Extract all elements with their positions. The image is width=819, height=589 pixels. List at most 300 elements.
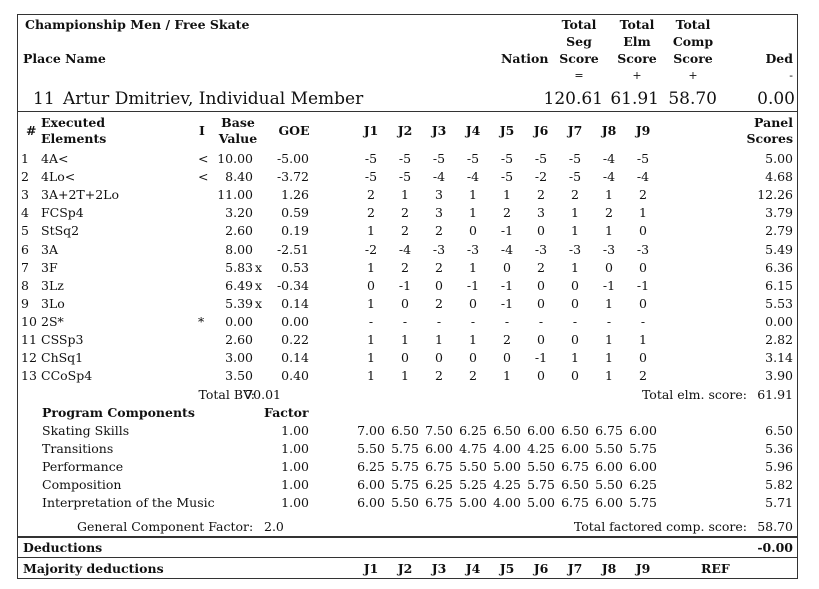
- component-judge-score: 6.50: [493, 423, 521, 438]
- majority-judge-8: J8: [601, 561, 617, 576]
- component-judge-score: 5.50: [527, 459, 555, 475]
- element-base-value: 3.20: [225, 205, 253, 221]
- element-judge-score: 2: [639, 368, 647, 384]
- element-name: 4Lo<: [41, 169, 76, 185]
- component-judge-score: 5.50: [595, 441, 623, 457]
- elem-hdr-goe: GOE: [278, 123, 310, 138]
- majority-judge-3: J3: [431, 561, 447, 576]
- col-comp-1: Total: [675, 17, 711, 32]
- judge-header-2: J2: [397, 123, 413, 138]
- element-judge-score: 1: [401, 368, 409, 384]
- element-goe: 0.14: [281, 295, 309, 311]
- element-judge-score: 0: [401, 295, 409, 311]
- element-judge-score: 0: [571, 277, 579, 293]
- tfc-value: 58.70: [757, 519, 793, 534]
- element-judge-score: 0: [639, 223, 647, 239]
- element-judge-score: -1: [500, 295, 514, 311]
- component-factor: 1.00: [281, 495, 309, 511]
- component-judge-score: 6.50: [561, 477, 589, 493]
- col-seg-3: Score: [559, 51, 599, 66]
- element-judge-score: 1: [571, 205, 579, 221]
- element-goe: 1.26: [281, 187, 309, 203]
- component-judge-score: 5.75: [629, 495, 657, 511]
- judge-header-3: J3: [431, 123, 447, 138]
- component-factor: 1.00: [281, 459, 309, 475]
- component-judge-score: 6.75: [561, 495, 589, 511]
- component-factor: 1.00: [281, 423, 309, 438]
- component-judge-score: 6.25: [357, 459, 385, 475]
- component-name: Skating Skills: [42, 423, 130, 438]
- total-elm-label: Total elm. score:: [641, 387, 747, 402]
- judge-header-7: J7: [567, 123, 583, 138]
- element-judge-score: -1: [466, 277, 480, 293]
- element-judge-score: 2: [435, 223, 443, 239]
- element-judge-score: 2: [401, 259, 409, 275]
- component-judge-score: 7.00: [357, 423, 385, 438]
- element-panel-score: 5.49: [765, 241, 793, 257]
- element-panel-score: 5.00: [765, 151, 793, 166]
- element-judge-score: -5: [500, 151, 514, 166]
- component-judge-score: 6.25: [629, 477, 657, 493]
- element-judge-score: 1: [571, 259, 579, 275]
- element-info: <: [198, 151, 209, 166]
- element-bv-marker: x: [255, 295, 263, 311]
- element-judge-score: 2: [435, 368, 443, 384]
- component-judge-score: 6.00: [595, 459, 623, 475]
- element-judge-score: -4: [602, 151, 616, 166]
- element-judge-score: 1: [367, 223, 375, 239]
- component-judge-score: 5.50: [357, 441, 385, 457]
- element-judge-score: 2: [367, 187, 375, 203]
- element-judge-score: -1: [534, 350, 548, 366]
- element-panel-score: 3.90: [765, 368, 793, 384]
- element-panel-score: 6.15: [765, 277, 793, 293]
- component-judge-score: 6.25: [459, 423, 487, 438]
- element-judge-score: 1: [571, 350, 579, 366]
- element-goe: 0.40: [281, 368, 309, 384]
- component-judge-score: 4.25: [493, 477, 521, 493]
- element-panel-score: 12.26: [757, 187, 793, 203]
- component-judge-score: 6.00: [561, 441, 589, 457]
- element-judge-score: 1: [367, 350, 375, 366]
- element-judge-score: -3: [636, 241, 650, 257]
- component-judge-score: 4.25: [527, 441, 555, 457]
- component-judge-score: 5.50: [391, 495, 419, 511]
- element-base-value: 2.60: [225, 332, 253, 347]
- deductions-box: [17, 536, 798, 558]
- element-judge-score: -: [470, 313, 476, 329]
- element-panel-score: 2.79: [765, 223, 793, 239]
- element-judge-score: -1: [500, 277, 514, 293]
- component-judge-score: 6.00: [527, 423, 555, 438]
- component-name: Composition: [42, 477, 122, 493]
- col-nation: Nation: [501, 51, 549, 66]
- element-number: 8: [21, 277, 29, 293]
- element-judge-score: 1: [367, 295, 375, 311]
- component-panel-score: 5.96: [765, 459, 793, 475]
- col-elm-2: Elm: [623, 34, 651, 49]
- elem-hdr-info: I: [199, 123, 205, 138]
- component-name: Transitions: [42, 441, 114, 457]
- col-place-name: Place Name: [23, 51, 106, 66]
- element-judge-score: 1: [605, 295, 613, 311]
- element-judge-score: 1: [435, 332, 443, 347]
- element-judge-score: -1: [500, 223, 514, 239]
- col-comp-2: Comp: [672, 34, 714, 49]
- element-number: 3: [21, 187, 29, 203]
- skater-comp-score: 58.70: [668, 89, 717, 109]
- element-judge-score: -3: [432, 241, 446, 257]
- element-judge-score: -: [402, 313, 408, 329]
- component-judge-score: 5.75: [391, 459, 419, 475]
- element-number: 10: [21, 313, 37, 329]
- deductions-value: -0.00: [757, 540, 793, 555]
- element-judge-score: 0: [469, 350, 477, 366]
- judge-header-4: J4: [465, 123, 481, 138]
- component-judge-score: 5.00: [493, 459, 521, 475]
- component-judge-score: 5.75: [629, 441, 657, 457]
- component-judge-score: 6.00: [425, 441, 453, 457]
- elem-hdr-bv-1: Base: [221, 115, 255, 130]
- elem-hdr-bv-2: Value: [218, 131, 258, 146]
- element-judge-score: 1: [401, 332, 409, 347]
- deductions-label: Deductions: [23, 540, 103, 555]
- element-judge-score: 0: [639, 259, 647, 275]
- element-goe: -5.00: [276, 151, 309, 166]
- col-comp-3: Score: [673, 51, 713, 66]
- element-number: 11: [21, 332, 37, 347]
- element-panel-score: 6.36: [765, 259, 793, 275]
- col-elm-1: Total: [619, 17, 655, 32]
- judge-header-5: J5: [499, 123, 515, 138]
- element-name: CCoSp4: [41, 368, 93, 384]
- component-judge-score: 6.75: [561, 459, 589, 475]
- element-judge-score: 0: [537, 295, 545, 311]
- element-judge-score: 1: [469, 259, 477, 275]
- element-name: 3F: [41, 259, 58, 275]
- element-name: 3Lz: [41, 277, 64, 293]
- element-judge-score: -4: [432, 169, 446, 185]
- element-judge-score: 0: [469, 223, 477, 239]
- component-judge-score: 6.50: [561, 423, 589, 438]
- element-judge-score: 0: [537, 332, 545, 347]
- component-judge-score: 6.75: [595, 423, 623, 438]
- element-judge-score: 0: [537, 368, 545, 384]
- component-panel-score: 5.82: [765, 477, 793, 493]
- element-judge-score: 3: [537, 205, 545, 221]
- component-judge-score: 6.00: [357, 495, 385, 511]
- element-judge-score: 0: [537, 223, 545, 239]
- total-elm: 61.91: [757, 387, 793, 402]
- element-judge-score: -: [368, 313, 374, 329]
- element-judge-score: -4: [398, 241, 412, 257]
- element-name: 3Lo: [41, 295, 65, 311]
- element-judge-score: -4: [466, 169, 480, 185]
- element-judge-score: 2: [503, 332, 511, 347]
- element-judge-score: 2: [401, 205, 409, 221]
- element-panel-score: 3.14: [765, 350, 793, 366]
- element-judge-score: -4: [636, 169, 650, 185]
- element-judge-score: -2: [534, 169, 548, 185]
- element-goe: 0.53: [281, 259, 309, 275]
- element-goe: -0.34: [276, 277, 309, 293]
- element-judge-score: -5: [398, 169, 412, 185]
- element-judge-score: 1: [605, 187, 613, 203]
- component-judge-score: 5.75: [391, 477, 419, 493]
- element-judge-score: 1: [503, 187, 511, 203]
- component-judge-score: 5.25: [459, 477, 487, 493]
- component-panel-score: 6.50: [765, 423, 793, 438]
- element-judge-score: 2: [435, 259, 443, 275]
- element-judge-score: 1: [469, 187, 477, 203]
- component-judge-score: 6.25: [425, 477, 453, 493]
- components-factor-hdr: Factor: [264, 405, 309, 420]
- majority-judge-4: J4: [465, 561, 481, 576]
- element-bv-marker: x: [255, 277, 263, 293]
- element-judge-score: 1: [639, 332, 647, 347]
- judge-header-9: J9: [635, 123, 651, 138]
- col-seg-2: Seg: [566, 34, 592, 49]
- total-bv-label: Total BV:: [198, 387, 255, 402]
- col-elm-sym: +: [632, 69, 642, 82]
- component-panel-score: 5.36: [765, 441, 793, 457]
- element-judge-score: 1: [367, 368, 375, 384]
- element-name: 2S*: [41, 313, 64, 329]
- element-goe: -3.72: [276, 169, 309, 185]
- majority-judge-6: J6: [533, 561, 549, 576]
- element-judge-score: -4: [500, 241, 514, 257]
- element-judge-score: -: [504, 313, 510, 329]
- col-seg-sym: =: [574, 69, 584, 82]
- element-base-value: 10.00: [217, 151, 253, 166]
- element-judge-score: -5: [432, 151, 446, 166]
- element-judge-score: 0: [639, 350, 647, 366]
- element-judge-score: 3: [435, 205, 443, 221]
- judge-header-6: J6: [533, 123, 549, 138]
- element-judge-score: 0: [503, 350, 511, 366]
- element-judge-score: -1: [398, 277, 412, 293]
- element-judge-score: -5: [364, 169, 378, 185]
- element-number: 7: [21, 259, 29, 275]
- element-number: 2: [21, 169, 29, 185]
- skater-ded: 0.00: [757, 89, 795, 109]
- element-goe: 0.22: [281, 332, 309, 347]
- element-judge-score: 0: [367, 277, 375, 293]
- element-base-value: 8.00: [225, 241, 253, 257]
- element-judge-score: -4: [602, 169, 616, 185]
- element-judge-score: 2: [435, 295, 443, 311]
- event-title: Championship Men / Free Skate: [25, 17, 250, 32]
- col-ded: Ded: [765, 51, 793, 66]
- element-judge-score: 1: [605, 223, 613, 239]
- element-number: 4: [21, 205, 29, 221]
- element-base-value: 8.40: [225, 169, 253, 185]
- element-info: <: [198, 169, 209, 185]
- component-factor: 1.00: [281, 441, 309, 457]
- component-judge-score: 5.00: [527, 495, 555, 511]
- component-factor: 1.00: [281, 477, 309, 493]
- element-judge-score: 2: [367, 205, 375, 221]
- element-judge-score: 0: [435, 350, 443, 366]
- element-judge-score: 1: [401, 187, 409, 203]
- judge-header-8: J8: [601, 123, 617, 138]
- component-judge-score: 5.75: [391, 441, 419, 457]
- element-number: 1: [21, 151, 29, 166]
- element-judge-score: 1: [367, 332, 375, 347]
- element-judge-score: 0: [537, 277, 545, 293]
- element-judge-score: 2: [605, 205, 613, 221]
- element-judge-score: 0: [571, 295, 579, 311]
- element-judge-score: 1: [367, 259, 375, 275]
- element-judge-score: 3: [435, 187, 443, 203]
- element-judge-score: -1: [602, 277, 616, 293]
- element-base-value: 5.39: [225, 295, 253, 311]
- majority-label: Majority deductions: [23, 561, 164, 576]
- col-elm-3: Score: [617, 51, 657, 66]
- element-judge-score: 0: [571, 368, 579, 384]
- majority-ref: REF: [701, 561, 730, 576]
- element-goe: -2.51: [276, 241, 309, 257]
- tfc-label: Total factored comp. score:: [573, 519, 747, 534]
- element-judge-score: 2: [503, 205, 511, 221]
- element-name: FCSp4: [41, 205, 84, 221]
- element-judge-score: 2: [571, 187, 579, 203]
- element-judge-score: 0: [435, 277, 443, 293]
- element-judge-score: 2: [469, 368, 477, 384]
- element-base-value: 11.00: [217, 187, 253, 203]
- element-judge-score: -: [606, 313, 612, 329]
- element-goe: 0.14: [281, 350, 309, 366]
- element-panel-score: 3.79: [765, 205, 793, 221]
- element-judge-score: -2: [364, 241, 378, 257]
- component-name: Interpretation of the Music: [42, 495, 215, 511]
- element-base-value: 2.60: [225, 223, 253, 239]
- skater-seg-score: 120.61: [543, 89, 603, 109]
- element-judge-score: -3: [568, 241, 582, 257]
- element-number: 5: [21, 223, 29, 239]
- element-judge-score: 2: [537, 187, 545, 203]
- skater-elm-score: 61.91: [610, 89, 659, 109]
- skater-name: Artur Dmitriev, Individual Member: [63, 89, 364, 109]
- elem-hdr-panel-1: Panel: [754, 115, 793, 130]
- element-judge-score: -5: [500, 169, 514, 185]
- element-judge-score: 1: [605, 350, 613, 366]
- majority-judge-7: J7: [567, 561, 583, 576]
- component-judge-score: 6.00: [595, 495, 623, 511]
- element-goe: 0.00: [281, 313, 309, 329]
- element-base-value: 0.00: [225, 313, 253, 329]
- score-sheet: [17, 14, 798, 579]
- majority-judge-1: J1: [363, 561, 379, 576]
- component-judge-score: 6.00: [357, 477, 385, 493]
- elem-hdr-panel-2: Scores: [746, 131, 793, 146]
- element-info: *: [198, 313, 205, 329]
- component-judge-score: 6.75: [425, 459, 453, 475]
- elem-hdr-exec-2: Elements: [41, 131, 107, 146]
- element-name: CSSp3: [41, 332, 84, 347]
- element-name: 4A<: [41, 151, 69, 166]
- element-judge-score: 0: [503, 259, 511, 275]
- element-judge-score: 1: [469, 205, 477, 221]
- element-panel-score: 4.68: [765, 169, 793, 185]
- element-judge-score: 1: [503, 368, 511, 384]
- element-name: 3A: [41, 241, 58, 257]
- col-ded-sym: -: [789, 69, 793, 82]
- element-judge-score: -3: [466, 241, 480, 257]
- majority-judge-5: J5: [499, 561, 515, 576]
- element-judge-score: -5: [568, 151, 582, 166]
- components-title: Program Components: [42, 405, 195, 420]
- element-judge-score: 2: [537, 259, 545, 275]
- element-goe: 0.59: [281, 205, 309, 221]
- element-number: 12: [21, 350, 37, 366]
- element-panel-score: 0.00: [765, 313, 793, 329]
- gcf-value: 2.0: [264, 519, 284, 534]
- element-base-value: 6.49: [225, 277, 253, 293]
- component-judge-score: 7.50: [425, 423, 453, 438]
- element-judge-score: 0: [571, 332, 579, 347]
- element-judge-score: 1: [469, 332, 477, 347]
- element-judge-score: -1: [636, 277, 650, 293]
- component-judge-score: 5.50: [595, 477, 623, 493]
- skater-place: 11: [33, 89, 55, 109]
- gcf-label: General Component Factor:: [77, 519, 254, 534]
- elem-hdr-num: #: [26, 123, 37, 138]
- element-judge-score: -: [436, 313, 442, 329]
- element-judge-score: -5: [534, 151, 548, 166]
- element-judge-score: -3: [534, 241, 548, 257]
- element-judge-score: 2: [639, 187, 647, 203]
- element-judge-score: 0: [639, 295, 647, 311]
- element-judge-score: -5: [466, 151, 480, 166]
- component-judge-score: 5.75: [527, 477, 555, 493]
- component-judge-score: 5.50: [459, 459, 487, 475]
- component-judge-score: 5.00: [459, 495, 487, 511]
- element-judge-score: 1: [605, 368, 613, 384]
- element-number: 9: [21, 295, 29, 311]
- element-judge-score: 1: [639, 205, 647, 221]
- component-panel-score: 5.71: [765, 495, 793, 511]
- element-judge-score: -5: [636, 151, 650, 166]
- component-judge-score: 6.00: [629, 423, 657, 438]
- element-judge-score: 0: [469, 295, 477, 311]
- component-judge-score: 4.00: [493, 495, 521, 511]
- element-judge-score: -: [538, 313, 544, 329]
- element-judge-score: -: [640, 313, 646, 329]
- elem-hdr-exec-1: Executed: [41, 115, 106, 130]
- component-judge-score: 6.50: [391, 423, 419, 438]
- element-name: StSq2: [41, 223, 80, 239]
- element-name: ChSq1: [41, 350, 84, 366]
- element-panel-score: 2.82: [765, 332, 793, 347]
- judge-header-1: J1: [363, 123, 379, 138]
- element-base-value: 3.50: [225, 368, 253, 384]
- majority-judge-9: J9: [635, 561, 651, 576]
- element-judge-score: -5: [398, 151, 412, 166]
- element-goe: 0.19: [281, 223, 309, 239]
- element-panel-score: 5.53: [765, 295, 793, 311]
- component-name: Performance: [42, 459, 124, 475]
- element-number: 6: [21, 241, 29, 257]
- element-judge-score: 0: [401, 350, 409, 366]
- element-base-value: 5.83: [225, 259, 253, 275]
- element-judge-score: -3: [602, 241, 616, 257]
- component-judge-score: 4.00: [493, 441, 521, 457]
- element-judge-score: -5: [364, 151, 378, 166]
- element-judge-score: 1: [605, 332, 613, 347]
- element-name: 3A+2T+2Lo: [41, 187, 119, 203]
- header-divider: [17, 111, 798, 112]
